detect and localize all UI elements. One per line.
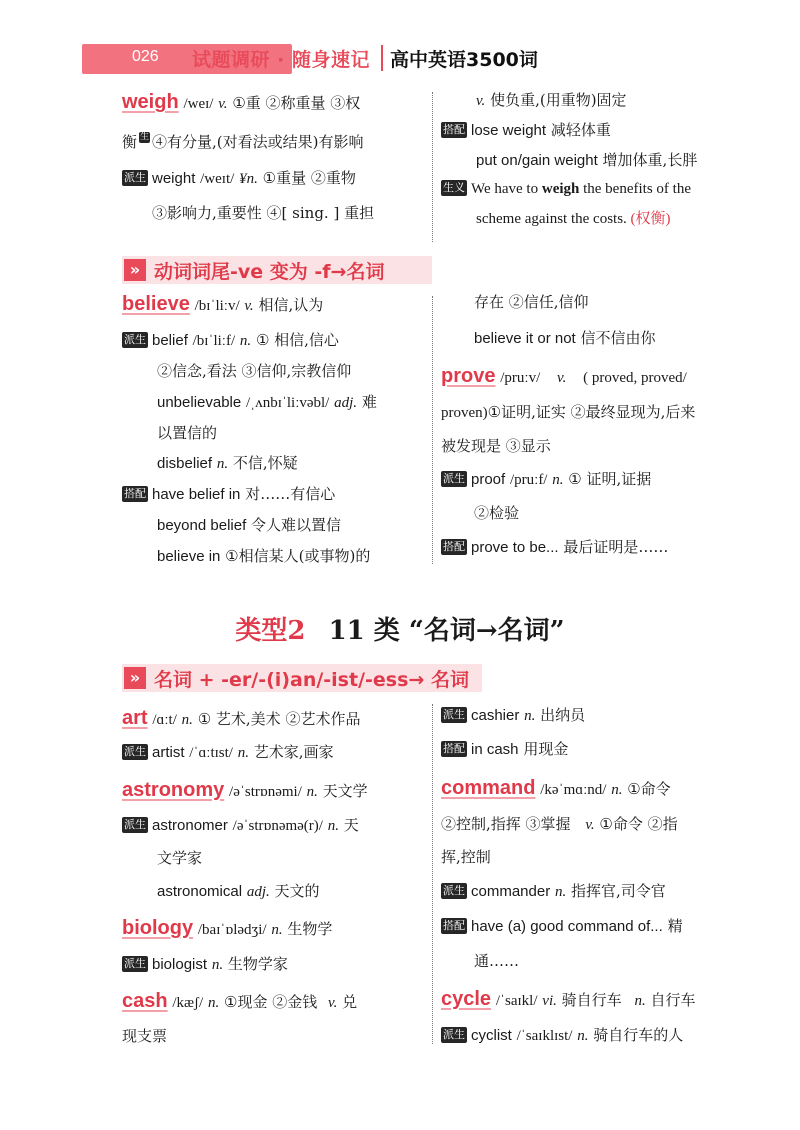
collocation-tag: 搭配	[443, 742, 465, 755]
headword-biology: biology	[122, 917, 194, 939]
derived-tag: 派生	[124, 333, 146, 346]
page-number: 026	[132, 48, 159, 65]
column-divider	[432, 704, 433, 1044]
entry-believe-colloc-2: beyond belief 令人难以置信	[157, 516, 342, 534]
entry-command-head: command /kəˈmɑːnd/ n. ①命令	[441, 777, 671, 799]
entry-prove-head: prove /pruːv/ v. ( proved, proved/	[441, 365, 687, 387]
headword-command: command	[441, 777, 536, 799]
column-divider	[432, 296, 433, 564]
entry-weigh-verb: v. 使负重,(用重物)固定	[476, 91, 627, 109]
series-title: 试题调研 · 随身速记	[192, 49, 370, 71]
entry-command-colloc-def: 通……	[474, 952, 520, 970]
entry-proof: 派生 proof /pruːf/ n. ① 证明,证据	[443, 470, 652, 488]
header-divider	[381, 45, 383, 71]
type-heading	[0, 610, 800, 647]
entry-proof-defs: ②检验	[474, 504, 520, 522]
entry-astronomer: 派生 astronomer /əˈstrɒnəmə(r)/ n. 天	[124, 816, 359, 834]
double-chevron-icon: »	[124, 667, 146, 689]
entry-weigh-example-1: 生义 We have to weigh the benefits of the	[443, 181, 691, 197]
derived-tag: 派生	[443, 708, 465, 721]
entry-believe-colloc-4: believe it or not 信不信由你	[474, 329, 656, 347]
type-title: 11 类 “名词→名词”	[328, 616, 565, 646]
entry-biologist: 派生 biologist n. 生物学家	[124, 955, 288, 973]
type-label: 类型2	[235, 616, 306, 646]
usage-tag: 生义	[443, 181, 465, 194]
derived-tag: 派生	[124, 957, 146, 970]
entry-commander: 派生 commander n. 指挥官,司令官	[443, 882, 666, 900]
entry-weigh-head: weigh /weɪ/ v. ①重 ②称重量 ③权	[122, 91, 361, 113]
entry-command-defs: ②控制,指挥 ③掌握 v. ①命令 ②指	[441, 815, 678, 833]
entry-unbelievable: unbelievable /ˌʌnbɪˈliːvəbl/ adj. 难	[157, 393, 377, 411]
section-heading-verb-ve-f: » 动词词尾-ve 变为 -f→名词	[122, 256, 432, 284]
entry-prove-defs-2: 被发现是 ③显示	[441, 437, 551, 455]
derived-tag: 派生	[443, 472, 465, 485]
entry-weigh-colloc-2: put on/gain weight 增加体重,长胖	[476, 151, 698, 169]
usage-mark: 生	[140, 132, 150, 142]
collocation-tag: 搭配	[443, 540, 465, 553]
derived-tag: 派生	[124, 818, 146, 831]
entry-believe-colloc-3-cont: 存在 ②信任,信仰	[474, 293, 589, 311]
entry-cash-colloc: 搭配 in cash 用现金	[443, 740, 569, 758]
entry-believe-colloc-1: 搭配 have belief in 对……有信心	[124, 485, 336, 503]
entry-believe-colloc-3: believe in ①相信某人(或事物)的	[157, 547, 371, 565]
entry-art-head: art /ɑːt/ n. ① 艺术,美术 ②艺术作品	[122, 707, 361, 729]
collocation-tag: 搭配	[124, 487, 146, 500]
headword-art: art	[122, 707, 148, 729]
entry-disbelief: disbelief n. 不信,怀疑	[157, 454, 298, 472]
entry-prove-defs: proven)①证明,证实 ②最终显现为,后来	[441, 403, 696, 421]
entry-cyclist: 派生 cyclist /ˈsaɪklɪst/ n. 骑自行车的人	[443, 1026, 684, 1044]
entry-astronomy-head: astronomy /əˈstrɒnəmi/ n. 天文学	[122, 779, 368, 801]
entry-command-colloc: 搭配 have (a) good command of... 精	[443, 917, 683, 935]
entry-prove-colloc: 搭配 prove to be... 最后证明是……	[443, 538, 669, 556]
book-title: 高中英语3500词	[390, 49, 538, 71]
headword-believe: believe	[122, 293, 190, 315]
entry-artist: 派生 artist /ˈɑːtɪst/ n. 艺术家,画家	[124, 743, 334, 761]
collocation-tag: 搭配	[443, 919, 465, 932]
entry-cash-head: cash /kæʃ/ n. ①现金 ②金钱 v. 兑	[122, 990, 358, 1012]
entry-belief-defs: ②信念,看法 ③信仰,宗教信仰	[157, 362, 352, 380]
column-divider	[432, 92, 433, 242]
derived-tag: 派生	[124, 745, 146, 758]
entry-command-verb-defs: 挥,控制	[441, 848, 491, 866]
entry-cash-verb-def: 现支票	[122, 1027, 168, 1045]
entry-believe-head: believe /bɪˈliːv/ v. 相信,认为	[122, 293, 324, 315]
entry-weigh-defs: 衡 生 ④有分量,(对看法或结果)有影响	[122, 132, 364, 151]
headword-weigh: weigh	[122, 91, 179, 113]
derived-tag: 派生	[124, 171, 146, 184]
entry-biology-head: biology /baɪˈɒlədʒi/ n. 生物学	[122, 917, 333, 939]
entry-astronomer-def: 文学家	[157, 849, 203, 867]
collocation-tag: 搭配	[443, 123, 465, 136]
double-chevron-icon: »	[124, 259, 146, 281]
entry-cycle-head: cycle /ˈsaɪkl/ vi. 骑自行车 n. 自行车	[441, 988, 696, 1010]
derived-tag: 派生	[443, 884, 465, 897]
entry-weigh-colloc-1: 搭配 lose weight 减轻体重	[443, 121, 611, 139]
section-heading-noun-suffix: » 名词 + -er/-(i)an/-ist/-ess→ 名词	[122, 664, 482, 692]
headword-cycle: cycle	[441, 988, 492, 1010]
entry-weigh-derived: 派生 weight /weɪt/ ¥n. ①重量 ②重物	[124, 169, 356, 187]
derived-tag: 派生	[443, 1028, 465, 1041]
headword-cash: cash	[122, 990, 168, 1012]
entry-belief: 派生 belief /bɪˈliːf/ n. ① 相信,信心	[124, 331, 339, 349]
entry-unbelievable-def: 以置信的	[157, 424, 218, 442]
entry-astronomical: astronomical adj. 天文的	[157, 882, 320, 900]
entry-weigh-example-2: scheme against the costs. (权衡)	[476, 211, 671, 227]
headword-prove: prove	[441, 365, 496, 387]
headword-astronomy: astronomy	[122, 779, 225, 801]
entry-weigh-derived-defs: ③影响力,重要性 ④[ sing. ] 重担	[152, 204, 375, 222]
entry-cashier: 派生 cashier n. 出纳员	[443, 706, 586, 724]
